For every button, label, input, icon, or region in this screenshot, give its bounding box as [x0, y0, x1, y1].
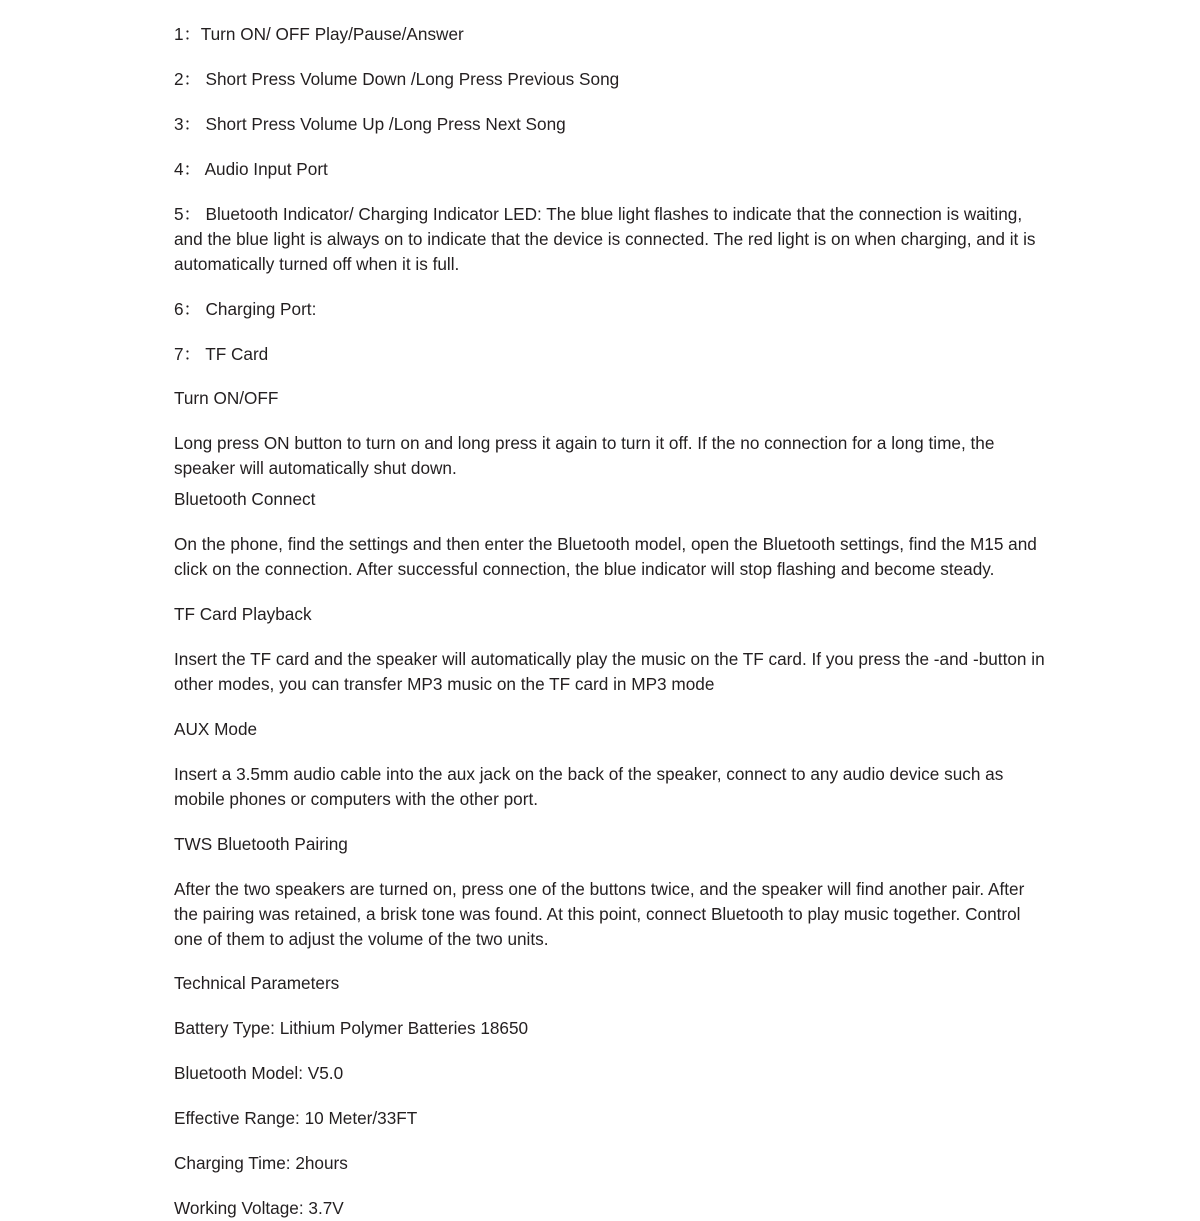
section-bluetooth-connect: [174, 487, 1045, 582]
list-item: [174, 157, 1045, 182]
spec-line: Battery Type: Lithium Polymer Batteries 18650: [174, 1018, 529, 1039]
list-item: [174, 112, 1045, 137]
section-tws-bluetooth-pairing: [174, 832, 1045, 952]
section-technical-parameters: [174, 971, 1045, 1221]
list-item-text: 2： Short Press Volume Down /Long Press Previous Song: [174, 68, 620, 89]
document-body: [174, 22, 1045, 1221]
section-body: Insert a 3.5mm audio cable into the aux jack on the back of the speaker, connect to any audio device such as mobile phones or computers with the other port.: [174, 763, 1004, 809]
list-item: [174, 202, 1045, 277]
section-body: Long press ON button to turn on and long press it again to turn it off. If the no connection for a long time, the speaker will automatically shut down.: [174, 433, 995, 479]
list-item-text: 6： Charging Port:: [174, 298, 317, 319]
list-item-text: 5： Bluetooth Indicator/ Charging Indicator LED: The blue light flashes to indicate that the connection is waiting, and the blue light is always on to indicate that the device is connected. The red light is on when charging, and it is automatically turned off when it is full.: [174, 203, 1036, 274]
list-item-text: 4： Audio Input Port: [174, 158, 328, 179]
spec-line: Effective Range: 10 Meter/33FT: [174, 1108, 418, 1129]
section-heading: AUX Mode: [174, 718, 258, 739]
list-item-text: 7： TF Card: [174, 343, 269, 364]
spec-line: Working Voltage: 3.7V: [174, 1198, 344, 1219]
section-heading: TWS Bluetooth Pairing: [174, 833, 348, 854]
section-body: On the phone, find the settings and then enter the Bluetooth model, open the Bluetooth settings, find the M15 and click on the connection. After successful connection, the blue indicator will stop flashing and become steady.: [174, 534, 1037, 580]
spec-line: Bluetooth Model: V5.0: [174, 1063, 344, 1084]
section-aux-mode: [174, 717, 1045, 812]
section-body: Insert the TF card and the speaker will automatically play the music on the TF card. If you press the -and -button in other modes, you can transfer MP3 music on the TF card in MP3 mode: [174, 649, 1045, 694]
list-item-text: 1：Turn ON/ OFF Play/Pause/Answer: [174, 24, 464, 44]
specs-heading: Technical Parameters: [174, 973, 340, 994]
section-heading: TF Card Playback: [174, 604, 312, 625]
section-turn-on-off: [174, 386, 1045, 481]
list-item: [174, 67, 1045, 92]
section-heading: Turn ON/OFF: [174, 388, 279, 409]
list-item: [174, 342, 1045, 367]
section-tf-card-playback: [174, 602, 1045, 697]
section-body: After the two speakers are turned on, press one of the buttons twice, and the speaker will find another pair. After the pairing was retained, a brisk tone was found. At this point, connect Bluetooth to play music together. Control one of them to adjust the volume of the two units.: [174, 878, 1025, 949]
section-heading: Bluetooth Connect: [174, 489, 316, 510]
list-item: [174, 297, 1045, 322]
spec-line: Charging Time: 2hours: [174, 1153, 348, 1174]
list-item-text: 3： Short Press Volume Up /Long Press Next Song: [174, 113, 566, 134]
list-item: [174, 22, 1045, 47]
